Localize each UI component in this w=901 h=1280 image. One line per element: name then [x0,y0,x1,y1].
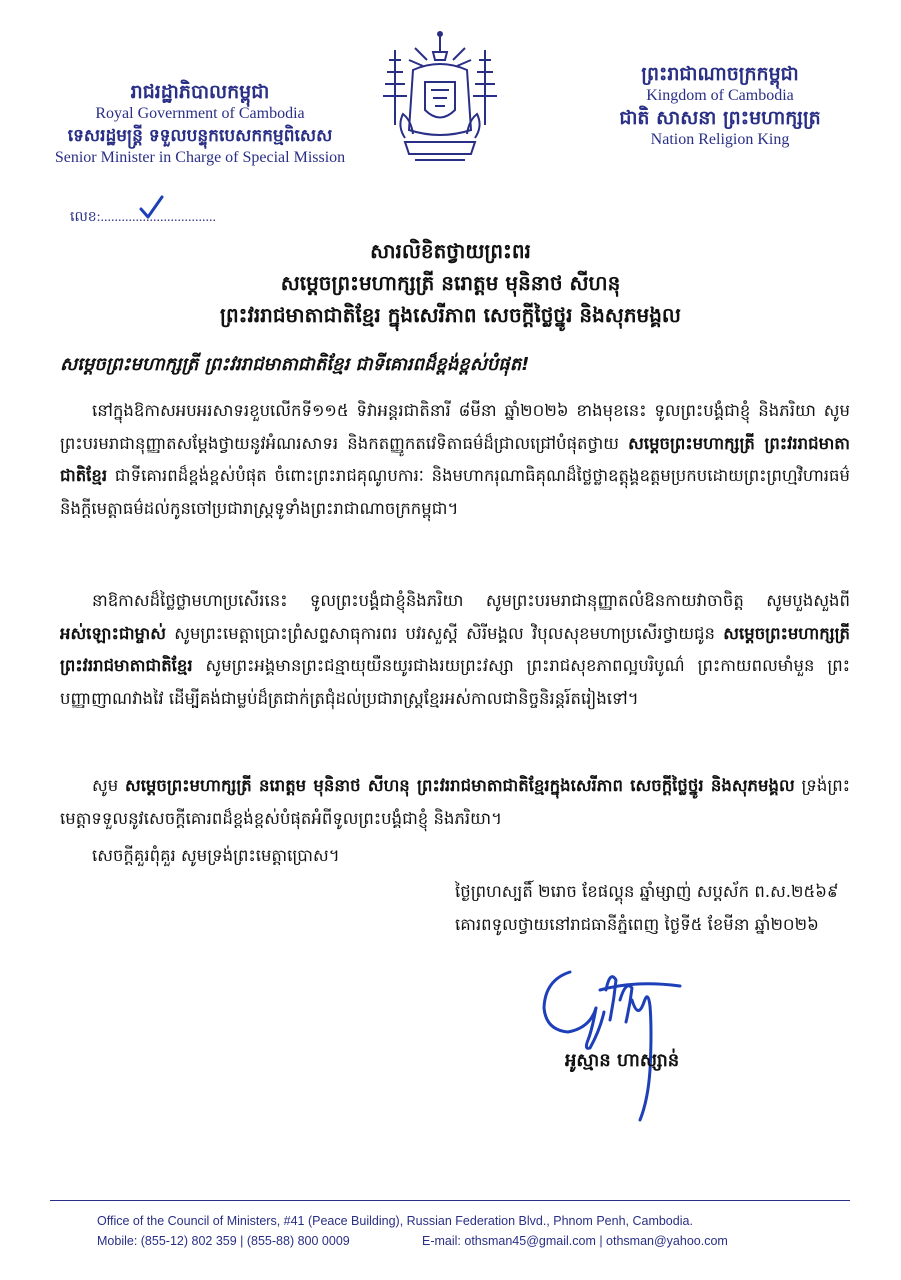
motto-english: Nation Religion King [650,131,790,148]
kingdom-khmer: ព្រះរាជាណាចក្រកម្ពុជា [641,63,799,85]
paragraph-3-text-a: សូម [92,776,119,795]
paragraph-3-text-b: ទ្រង់ព្រះមេត្តាទទួលនូវសេចក្តីគោរពដ៏ខ្ពង់ខ្ពស់បំផុតអំពីទូលព្រះបង្គំជាខ្ញុំ និងភរិយា។ [60,776,850,828]
checkmark-icon [138,195,164,221]
letter-title-honorific: ព្រះវររាជមាតាជាតិខ្មែរ ក្នុងសេរីភាព សេចក្តីថ្លៃថ្នូរ និងសុភមង្គល [220,303,681,327]
paragraph-2-text-b: សូមព្រះមេត្តាប្រោះព្រំសព្ទសាធុការពរ បវរសួស្តី សិរីមង្គល វិបុលសុខមហាប្រសើរថ្វាយជូន [174,623,715,643]
salutation: សម្តេចព្រះមហាក្សត្រី ព្រះវររាជមាតាជាតិខ្មែរ ជាទីគោរពដ៏ខ្ពង់ខ្ពស់បំផុត! [60,354,530,375]
paragraph-1-bold: សម្តេចព្រះមហាក្សត្រី ព្រះវររាជមាតាជាតិខ្មែរ [60,433,850,485]
reference-label: លេខ:................................. [70,210,217,225]
closing-line: សេចក្តីគួរពុំគួរ សូមទ្រង់ព្រះមេត្តាប្រោស។ [92,846,340,865]
position-english: Senior Minister in Charge of Special Mission [54,149,346,166]
right-header [600,62,840,150]
footer [97,1211,797,1251]
lunar-date: ថ្ងៃព្រហស្បតិ៍ ២រោច ខែផល្គុន ឆ្នាំម្សាញ់ សប្តស័ក ព.ស.២៥៦៩ [455,882,839,901]
motto-khmer: ជាតិ សាសនា ព្រះមហាក្សត្រ [619,107,821,129]
position-khmer: ទេសរដ្ឋមន្ត្រី ទទួលបន្ទុកបេសកកម្មពិសេស [67,126,333,146]
kingdom-english: Kingdom of Cambodia [646,87,794,104]
paragraph-3-bold: សម្តេចព្រះមហាក្សត្រី នរោត្តម មុនិនាថ សីហនុ ព្រះវររាជមាតាជាតិខ្មែរក្នុងសេរីភាព សេចក្តីថ្លៃថ្នូរ និងសុភមង្គល [124,776,795,795]
paragraph-3 [60,770,850,835]
signer-name: អូស្មាន ហាស្សាន់ [565,1050,680,1071]
gov-khmer-title: រាជរដ្ឋាភិបាលកម្ពុជា [130,81,270,103]
footer-contacts [97,1231,797,1251]
letter-title-recipient: សម្តេចព្រះមហាក្សត្រី នរោត្តម មុនិនាថ សីហនុ [280,271,621,295]
paragraph-2-bold-b: សម្តេចព្រះមហាក្សត្រី ព្រះវររាជមាតាជាតិខ្មែរ [60,623,851,675]
place-and-date: គោរពទូលថ្វាយនៅរាជធានីភ្នំពេញ ថ្ងៃទី៥ ខែមីនា ឆ្នាំ២០២៦ [455,915,819,934]
letter-title: សារលិខិតថ្វាយព្រះពរ [370,239,531,263]
gov-english-title: Royal Government of Cambodia [95,105,305,122]
footer-email: E-mail: othsman45@gmail.com | othsman@yahoo.com [422,1234,728,1248]
reference-number [70,207,216,228]
paragraph-1-text-b: ជាទីគោរពដ៏ខ្ពង់ខ្ពស់បំផុត ចំពោះព្រះរាជគុណូបការៈ និងមហាករុណាធិគុណដ៏ថ្លៃថ្លាឧត្តុង្គឧត្តមប្រកបដោយព្រះព្រហ្មវិហារធម៌ និងក្តីមេត្តាធម៌ដល់កូនចៅប្រជារាស្ត្រទូទាំងព្រះរាជាណាចក្រកម្ពុជា។ [60,466,850,518]
paragraph-2-bold-a: អស់ឡោះជាម្ចាស់ [60,623,166,643]
footer-address: Office of the Council of Ministers, #41 (Peace Building), Russian Federation Blvd., Phnom Penh, Cambodia. [97,1214,693,1228]
footer-mobile: Mobile: (855-12) 802 359 | (855-88) 800 0009 [97,1234,350,1248]
paragraph-2-text-c: សូមព្រះអង្គមានព្រះជន្មាយុយឺនយូរជាងរយព្រះវស្សា ព្រះរាជសុខភាពល្អបរិបូណ៌ ព្រះកាយពលមាំមួន ព្រះបញ្ញាញាណវាងវៃ ដើម្បីគង់ជាម្លប់ដ៏ត្រជាក់ត្រជុំដល់ប្រជារាស្ត្រខ្មែរអស់កាលជានិច្ចនិរន្តរ៍តរៀងទៅ។ [60,656,851,708]
royal-arms-emblem-icon [375,30,505,165]
paragraph-2-text-a: នាឱកាសដ៏ថ្លៃថ្លាមហាប្រសើរនេះ ទូលព្រះបង្គំជាខ្ញុំនិងភរិយា សូមព្រះបរមរាជានុញ្ញាតលំឱនកាយវាចាចិត្ត សូមបួងសួងពី [92,591,850,610]
paragraph-1 [60,395,850,525]
left-header [40,80,360,168]
paragraph-1-text-a: នៅក្នុងឱកាសអបអរសាទរខួបលើកទី១១៥ ទិវាអន្តរជាតិនារី ៨មីនា ឆ្នាំ២០២៦ ខាងមុខនេះ ទូលព្រះបង្គំជាខ្ញុំ និងភរិយា សូមព្រះបរមរាជានុញ្ញាតសម្តែងថ្វាយនូវអំណរសាទរ និងកតញ្ញូកតវេទិតាធម៌ដ៏ជ្រាលជ្រៅបំផុតថ្វាយ [60,401,850,453]
handwritten-signature [540,960,690,1130]
footer-divider [50,1200,850,1201]
paragraph-2 [60,585,850,715]
